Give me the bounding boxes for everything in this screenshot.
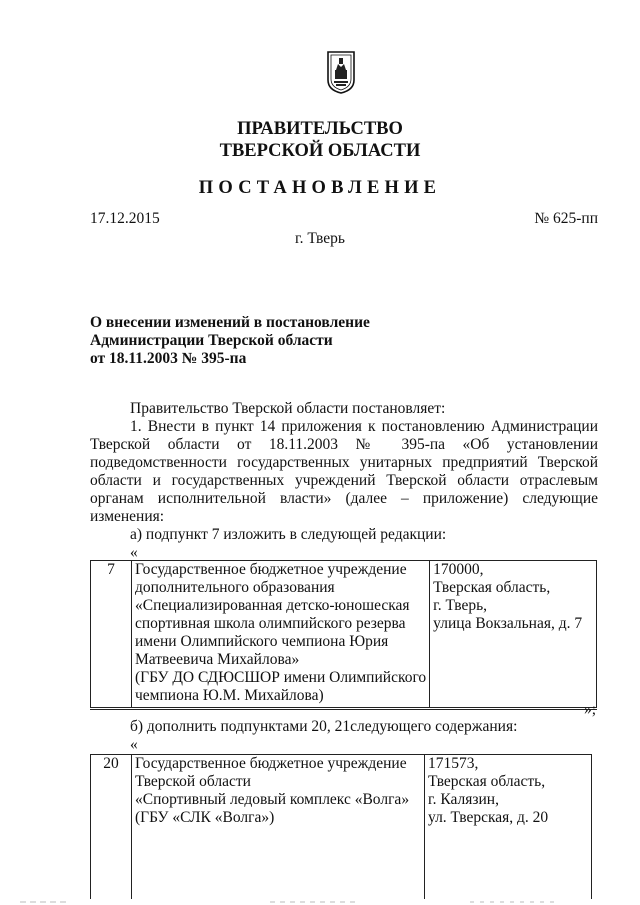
- p1-line6: изменения:: [90, 508, 165, 525]
- table-a-name: Государственное бюджетное учреждение дополнительного образования «Специализированная детско-юношеская спортивная школа олимпийского резерва имени Олимпийского чемпиона Юрия Матвеевича Михайлова» (ГБУ ДО СДЮСШОР имени Олимпийского чемпиона Ю.М. Михайлова): [132, 561, 430, 709]
- close-quote-a: »;: [583, 701, 596, 718]
- subject-line2: Администрации Тверской области: [90, 332, 333, 349]
- open-quote-a: «: [130, 544, 138, 561]
- government-title: [0, 118, 640, 162]
- table-b-num: 20: [91, 755, 132, 900]
- table-row: [91, 561, 597, 709]
- p1-line4: области и государственных учреждений Тверской области отраслевым: [90, 472, 598, 489]
- document-number: № 625-пп: [534, 210, 598, 227]
- scan-edge-marks: [0, 900, 640, 905]
- table-b: [90, 754, 592, 899]
- document-body: [90, 400, 598, 562]
- gov-title-line1: ПРАВИТЕЛЬСТВО: [237, 119, 403, 139]
- table-b-address: 171573, Тверская область, г. Калязин, ул. Тверская, д. 20: [425, 755, 592, 900]
- subject-line3: от 18.11.2003 № 395-па: [90, 350, 247, 367]
- table-a-address: 170000, Тверская область, г. Тверь, улица Вокзальная, д. 7: [430, 561, 597, 709]
- intro-paragraph: Правительство Тверской области постановляет:: [130, 400, 446, 417]
- gov-title-line2: ТВЕРСКОЙ ОБЛАСТИ: [219, 141, 421, 161]
- document-date: 17.12.2015: [90, 210, 160, 227]
- table-row: [91, 755, 592, 900]
- p1-line5: органам исполнительной власти» (далее – приложение) следующие: [90, 490, 598, 507]
- p1-line1: 1. Внести в пункт 14 приложения к постановлению Администрации: [130, 418, 598, 435]
- subject-line1: О внесении изменений в постановление: [90, 314, 370, 331]
- item-a-text: а) подпункт 7 изложить в следующей редакции:: [130, 526, 447, 543]
- p1-line3: подведомственности государственных унитарных предприятий Тверской: [90, 454, 598, 471]
- document-type: ПОСТАНОВЛЕНИЕ: [198, 178, 442, 198]
- document-subject: [90, 314, 370, 368]
- table-a: [90, 560, 597, 710]
- document-city: г. Тверь: [295, 230, 345, 247]
- open-quote-b: «: [130, 736, 138, 753]
- tver-coat-of-arms-icon: [326, 50, 356, 94]
- p1-line2: Тверской области от 18.11.2003 № 395-па «Об установлении: [90, 436, 598, 453]
- item-b-text: б) дополнить подпунктами 20, 21следующего содержания:: [130, 718, 518, 735]
- table-b-name: Государственное бюджетное учреждение Тверской области «Спортивный ледовый комплекс «Волга» (ГБУ «СЛК «Волга»): [132, 755, 425, 900]
- table-a-num: 7: [91, 561, 132, 709]
